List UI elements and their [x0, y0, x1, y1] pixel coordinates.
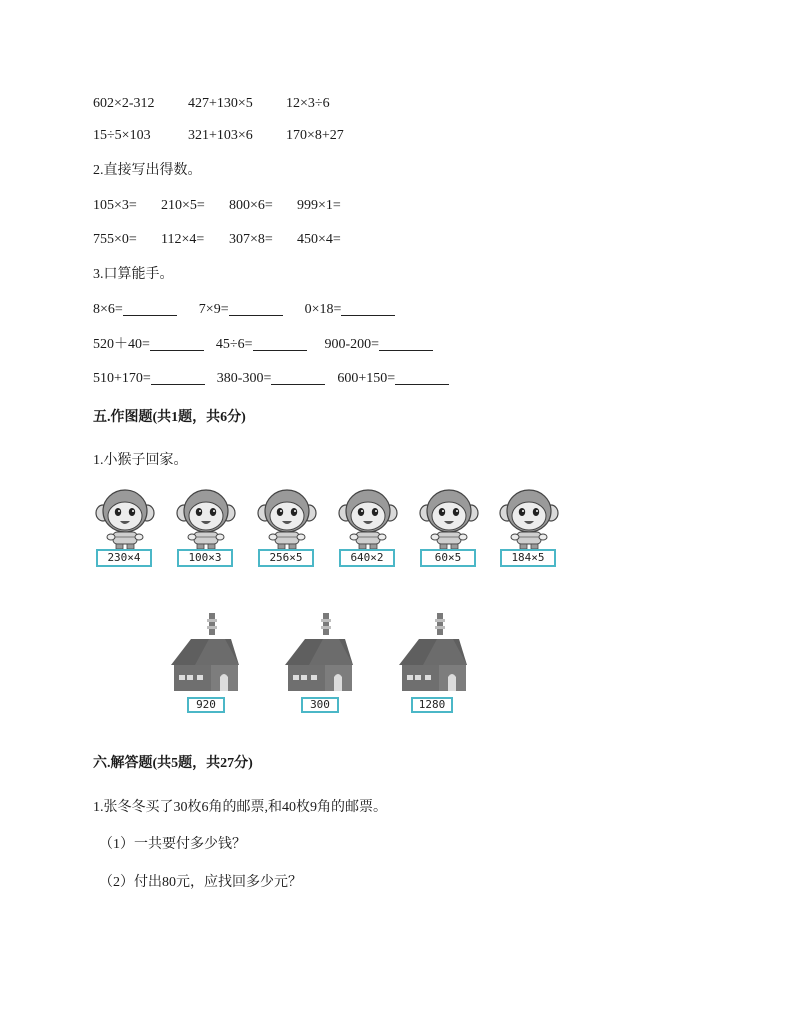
- monkey-expression: 60×5: [420, 549, 476, 567]
- house-number: 300: [301, 697, 339, 713]
- house-number: 1280: [411, 697, 453, 713]
- monkey-expression: 184×5: [500, 549, 556, 567]
- house-figure: [283, 609, 355, 717]
- problem: 755×0=: [93, 232, 137, 247]
- monkey-figure: [498, 487, 560, 569]
- answer-blank[interactable]: [150, 336, 204, 351]
- sub-question: （2）付出80元，应找回多少元？: [99, 875, 302, 890]
- problem: 900-200=: [324, 337, 380, 352]
- problem: 210×5=: [161, 198, 205, 213]
- answer-blank[interactable]: [379, 336, 433, 351]
- problem: 999×1=: [297, 198, 341, 213]
- problem: 800×6=: [229, 198, 273, 213]
- house-number: 920: [187, 697, 225, 713]
- answer-blank[interactable]: [253, 336, 307, 351]
- problem: 112×4=: [161, 232, 205, 247]
- expression: 427+130×5: [188, 96, 253, 111]
- answer-blank[interactable]: [123, 301, 177, 316]
- problem: 45÷6=: [215, 337, 253, 352]
- expression: 15÷5×103: [93, 128, 151, 143]
- blank-row-3: [93, 370, 449, 388]
- answer-blank[interactable]: [395, 370, 449, 385]
- problem: 307×8=: [229, 232, 273, 247]
- mental-math-row-2: [93, 231, 341, 249]
- question-title: 1.小猴子回家。: [93, 453, 188, 468]
- answer-blank[interactable]: [229, 301, 283, 316]
- section-heading: 六.解答题(共5题，共27分): [93, 756, 253, 771]
- house-figure: [397, 609, 469, 717]
- monkey-expression: 230×4: [96, 549, 152, 567]
- problem: 7×9=: [198, 302, 229, 317]
- question-text: 1.张冬冬买了30枚6角的邮票,和40枚9角的邮票。: [93, 800, 387, 815]
- problem: 105×3=: [93, 198, 137, 213]
- problem: 600+150=: [337, 371, 396, 386]
- monkey-figure: [256, 487, 318, 569]
- expression: 170×8+27: [286, 128, 344, 143]
- section-heading: 五.作图题(共1题，共6分): [93, 410, 246, 425]
- expression-row-1: [93, 95, 330, 113]
- answer-blank[interactable]: [271, 370, 325, 385]
- mental-math-row-1: [93, 197, 341, 215]
- blank-row-1: [93, 301, 395, 319]
- sub-question: （1）一共要付多少钱？: [99, 837, 246, 852]
- problem: 380-300=: [216, 371, 272, 386]
- monkey-expression: 640×2: [339, 549, 395, 567]
- house-figure: [169, 609, 241, 717]
- expression: 602×2-312: [93, 96, 155, 111]
- monkey-expression: 256×5: [258, 549, 314, 567]
- question-title: 2.直接写出得数。: [93, 163, 202, 178]
- problem: 450×4=: [297, 232, 341, 247]
- problem: 8×6=: [93, 302, 123, 317]
- answer-blank[interactable]: [341, 301, 395, 316]
- expression: 321+103×6: [188, 128, 253, 143]
- problem: 510+170=: [93, 371, 151, 386]
- problem: 0×18=: [304, 302, 342, 317]
- answer-blank[interactable]: [151, 370, 205, 385]
- expression: 12×3÷6: [286, 96, 330, 111]
- monkey-figure: [337, 487, 399, 569]
- question-title: 3.口算能手。: [93, 267, 174, 282]
- monkey-expression: 100×3: [177, 549, 233, 567]
- blank-row-2: [93, 336, 433, 354]
- problem: 520＋40=: [93, 337, 150, 352]
- monkey-figure: [94, 487, 156, 569]
- monkey-figure: [175, 487, 237, 569]
- expression-row-2: [93, 127, 344, 145]
- monkey-figure: [418, 487, 480, 569]
